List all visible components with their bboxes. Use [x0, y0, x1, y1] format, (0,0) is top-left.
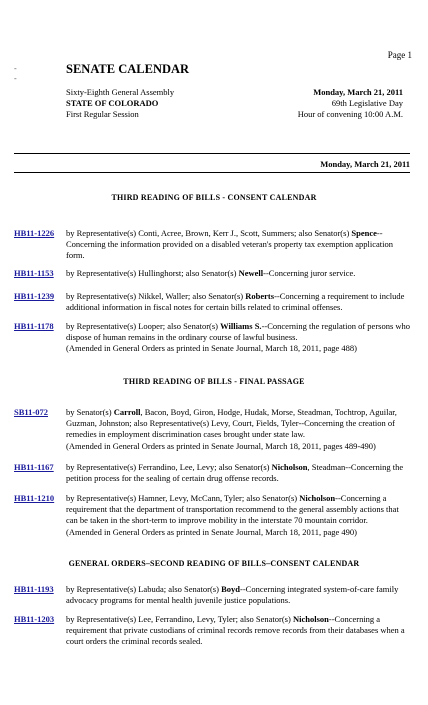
state-label: STATE OF COLORADO: [66, 98, 159, 108]
bill-link[interactable]: SB11-072: [14, 407, 49, 417]
section-title: THIRD READING OF BILLS - FINAL PASSAGE: [123, 377, 305, 386]
legislative-day: 69th Legislative Day: [331, 98, 403, 108]
bill-description: by Representative(s) Nikkel, Waller; also Senator(s) Roberts--Concerning a requirement to include additional information in fiscal notes for certain bills related to criminal offenses.: [66, 291, 405, 313]
amendment-note: (Amended in General Orders as printed in Senate Journal, March 18, 2011, page 490): [66, 526, 357, 537]
bill-description: by Representative(s) Hullinghorst; also Senator(s) Newell--Concerning juror service.: [66, 268, 356, 278]
bill-link[interactable]: HB11-1239: [14, 291, 55, 301]
divider: [14, 153, 410, 154]
margin-mark: -: [14, 74, 17, 83]
section-title: THIRD READING OF BILLS - CONSENT CALENDAR: [111, 193, 317, 202]
bill-description: by Representative(s) Hamner, Levy, McCann, Tyler; also Senator(s) Nicholson--Concerning a requirement that the department of transportation recommend to the general assembly actions that can be taken in the short-term to improve mobility in the interstate 70 mountain corridor. (Amended in General Orders as printed in Senate Journal, March 18, 2011, page 490): [66, 493, 399, 537]
bill-link[interactable]: HB11-1193: [14, 584, 54, 594]
convening-time: Hour of convening 10:00 A.M.: [297, 109, 403, 119]
bill-description: by Representative(s) Labuda; also Senator(s) Boyd--Concerning integrated system-of-care family advocacy programs for mental health juvenile justice populations.: [66, 584, 399, 606]
section-title: GENERAL ORDERS–SECOND READING OF BILLS–CONSENT CALENDAR: [68, 559, 360, 568]
bill-link[interactable]: HB11-1153: [14, 268, 54, 278]
bill-link[interactable]: HB11-1210: [14, 493, 55, 503]
bill-description: by Representative(s) Conti, Acree, Brown, Kerr J., Scott, Summers; also Senator(s) Spence--Concerning the information provided on a disabled veteran's property tax exemption application form.: [66, 228, 394, 261]
divider: [14, 172, 410, 173]
calendar-title: SENATE CALENDAR: [66, 62, 190, 76]
subheader-date: Monday, March 21, 2011: [320, 159, 410, 169]
bill-description: by Representative(s) Ferrandino, Lee, Levy; also Senator(s) Nicholson, Steadman--Concerning the petition process for the sealing of certain drug offense records.: [66, 462, 404, 484]
margin-mark: -: [14, 64, 17, 73]
bill-description: by Representative(s) Looper; also Senator(s) Williams S.--Concerning the regulation of persons who dispose of human remains in the ordinary course of lawful business. (Amended in General Orders as printed in Senate Journal, March 18, 2011, page 488): [66, 321, 411, 354]
bill-link[interactable]: HB11-1203: [14, 614, 55, 624]
assembly-label: Sixty-Eighth General Assembly: [66, 87, 175, 97]
bill-description: by Representative(s) Lee, Ferrandino, Levy, Tyler; also Senator(s) Nicholson--Concerning a requirement that private custodians of criminal records remove records from their databases when a court orders the criminal records sealed.: [66, 614, 405, 647]
session-label: First Regular Session: [66, 109, 139, 119]
bill-link[interactable]: HB11-1226: [14, 228, 55, 238]
bill-description: by Senator(s) Carroll, Bacon, Boyd, Giron, Hodge, Hudak, Morse, Steadman, Tochtrop, Aguilar, Guzman, Johnston; also Representative(s) Levy, Court, Fields, Tyler--Concerning the creation of remedies in employment discrimination cases brought under state law. (Amended in General Orders as printed in Senate Journal, March 18, 2011, pages 489-490): [66, 407, 397, 451]
calendar-date: Monday, March 21, 2011: [313, 87, 403, 97]
amendment-note: (Amended in General Orders as printed in Senate Journal, March 18, 2011, page 488): [66, 343, 357, 354]
page-number: Page 1: [387, 50, 412, 60]
bill-link[interactable]: HB11-1178: [14, 321, 54, 331]
amendment-note: (Amended in General Orders as printed in Senate Journal, March 18, 2011, pages 489-490): [66, 440, 376, 451]
bill-link[interactable]: HB11-1167: [14, 462, 54, 472]
